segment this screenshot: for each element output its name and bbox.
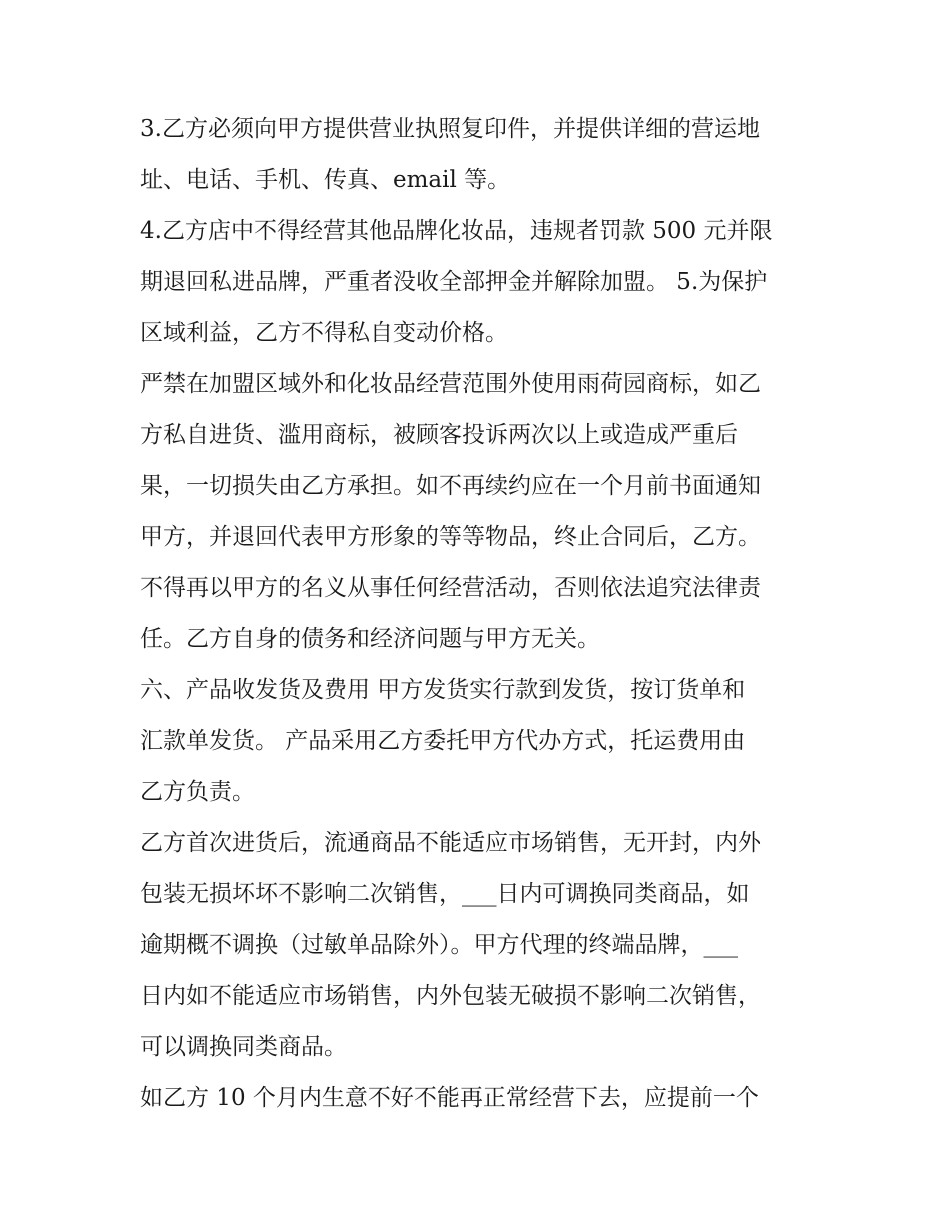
text-line: 乙方负责。 [140, 779, 255, 805]
text-line: 果，一切损失由乙方承担。如不再续约应在一个月前书面通知 [140, 473, 761, 499]
text-line: 严禁在加盟区域外和化妆品经营范围外使用雨荷园商标，如乙 [140, 371, 761, 397]
paragraph-trademark-use [140, 359, 820, 665]
text-line: 甲方，并退回代表甲方形象的等等物品，终止合同后，乙方。 [140, 524, 761, 550]
text-line: 期退回私进品牌，严重者没收全部押金并解除加盟。 5.为保护 [140, 269, 768, 295]
text-line: 方私自进货、滥用商标，被顾客投诉两次以上或造成严重后 [140, 422, 738, 448]
paragraph-brand-restriction [140, 206, 820, 359]
text-line: 包装无损坏坏不影响二次销售，___日内可调换同类商品，如 [140, 881, 750, 907]
document-body [140, 104, 820, 1124]
text-line: 3.乙方必须向甲方提供营业执照复印件，并提供详细的营运地 [140, 116, 760, 142]
text-line: 日内如不能适应市场销售，内外包装无破损不影响二次销售， [140, 983, 761, 1009]
text-line: 址、电话、手机、传真、email 等。 [140, 167, 511, 193]
text-line: 任。乙方自身的债务和经济问题与甲方无关。 [140, 626, 600, 652]
text-line: 可以调换同类商品。 [140, 1034, 347, 1060]
text-line: 如乙方 10 个月内生意不好不能再正常经营下去，应提前一个 [140, 1085, 759, 1111]
text-line: 不得再以甲方的名义从事任何经营活动，否则依法追究法律责 [140, 575, 761, 601]
paragraph-shipping-fees [140, 665, 820, 818]
text-line: 乙方首次进货后，流通商品不能适应市场销售，无开封，内外 [140, 830, 761, 856]
paragraph-business-license [140, 104, 820, 206]
text-line: 区域利益，乙方不得私自变动价格。 [140, 320, 508, 346]
text-line: 4.乙方店中不得经营其他品牌化妆品，违规者罚款 500 元并限 [140, 218, 773, 244]
paragraph-early-termination [140, 1073, 820, 1124]
text-line: 六、产品收发货及费用 甲方发货实行款到发货，按订货单和 [140, 677, 746, 703]
text-line: 汇款单发货。 产品采用乙方委托甲方代办方式，托运费用由 [140, 728, 746, 754]
paragraph-exchange-policy [140, 818, 820, 1073]
text-line: 逾期概不调换（过敏单品除外）。甲方代理的终端品牌，___ [140, 932, 738, 958]
